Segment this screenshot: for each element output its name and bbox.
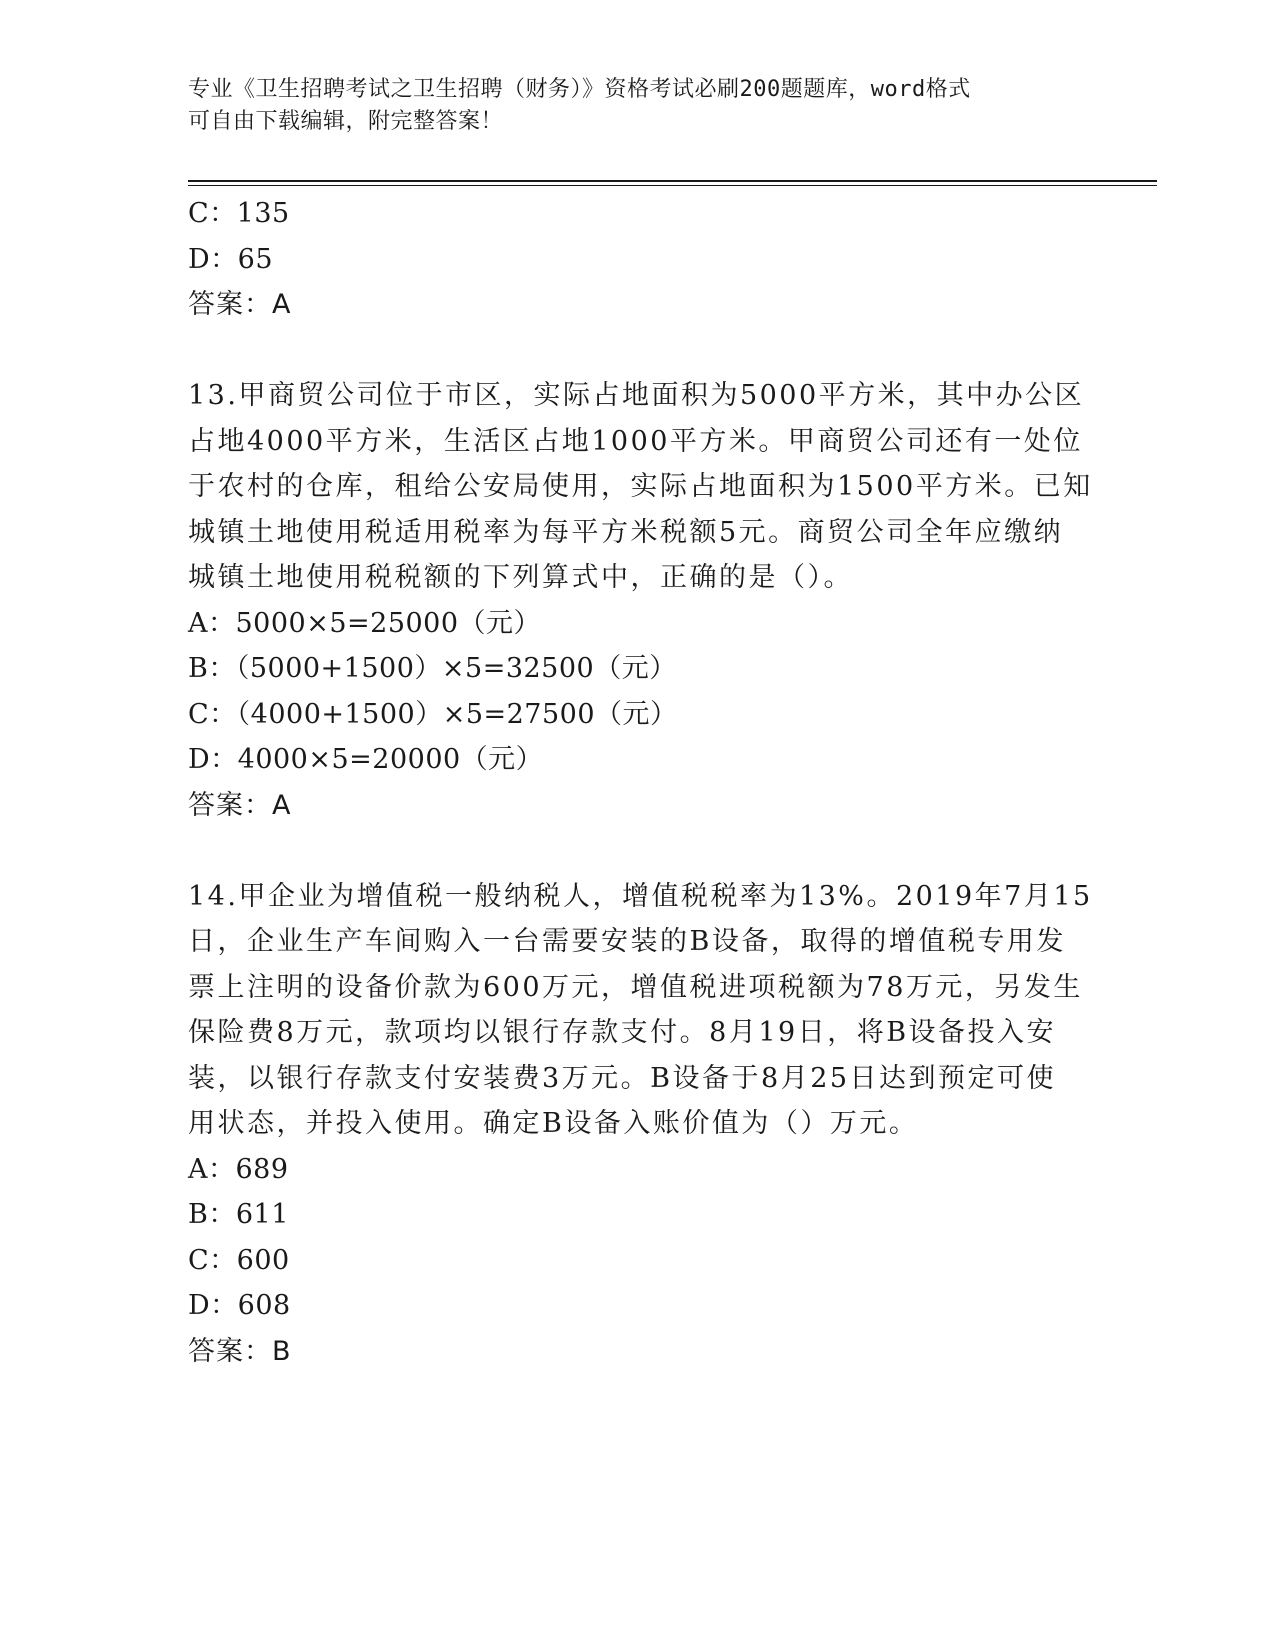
question-text-line: 13.甲商贸公司位于市区，实际占地面积为5000平方米，其中办公区 <box>188 380 1085 411</box>
header-divider-thick <box>188 180 1157 182</box>
question-text-line: 保险费8万元，款项均以银行存款支付。8月19日，将B设备投入安 <box>188 1017 1057 1048</box>
question-14 <box>188 874 1093 1375</box>
option-b: B：611 <box>188 1199 289 1230</box>
question-text-line: 占地4000平方米，生活区占地1000平方米。甲商贸公司还有一处位 <box>188 425 1083 457</box>
question-text-line: 票上注明的设备价款为600万元，增值税进项税额为78万元，另发生 <box>188 971 1083 1003</box>
spacer <box>188 828 1088 874</box>
option-d: D：4000×5=20000（元） <box>188 744 544 775</box>
question-text-line: 用状态，并投入使用。确定B设备入账价值为（）万元。 <box>188 1108 919 1139</box>
header-title-line-1: 专业《卫生招聘考试之卫生招聘（财务）》资格考试必刷200题题库，word格式 <box>188 77 971 102</box>
question-13 <box>188 373 1093 828</box>
question-text-line: 日，企业生产车间购入一台需要安装的B设备，取得的增值税专用发 <box>188 926 1066 957</box>
answer-line: 答案：A <box>188 789 292 821</box>
option-d: D：65 <box>188 243 274 275</box>
option-b: B：（5000+1500）×5=32500（元） <box>188 653 677 684</box>
option-c: C：600 <box>188 1244 290 1276</box>
question-text-line: 于农村的仓库，租给公安局使用，实际占地面积为1500平方米。已知 <box>188 471 1093 502</box>
answer-line: 答案：B <box>188 1335 292 1367</box>
question-list <box>188 191 1093 1374</box>
question-text-line: 14.甲企业为增值税一般纳税人，增值税税率为13%。2019年7月15 <box>188 880 1093 912</box>
answer-line: 答案：A <box>188 289 292 320</box>
question-12-tail <box>188 191 1088 328</box>
spacer <box>188 328 1088 374</box>
document-header <box>188 74 1078 138</box>
question-text-line: 城镇土地使用税税额的下列算式中，正确的是（）。 <box>188 562 853 593</box>
option-c: C：135 <box>188 198 290 229</box>
option-a: A：5000×5=25000（元） <box>188 607 542 639</box>
question-text-line: 城镇土地使用税适用税率为每平方米税额5元。商贸公司全年应缴纳 <box>188 516 1064 548</box>
option-d: D：608 <box>188 1290 291 1321</box>
option-a: A：689 <box>188 1153 289 1185</box>
header-divider-thin <box>188 185 1157 186</box>
question-text-line: 装，以银行存款支付安装费3万元。B设备于8月25日达到预定可使 <box>188 1062 1057 1094</box>
header-title-line-2: 可自由下载编辑，附完整答案！ <box>188 109 504 134</box>
option-c: C：（4000+1500）×5=27500（元） <box>188 698 678 730</box>
